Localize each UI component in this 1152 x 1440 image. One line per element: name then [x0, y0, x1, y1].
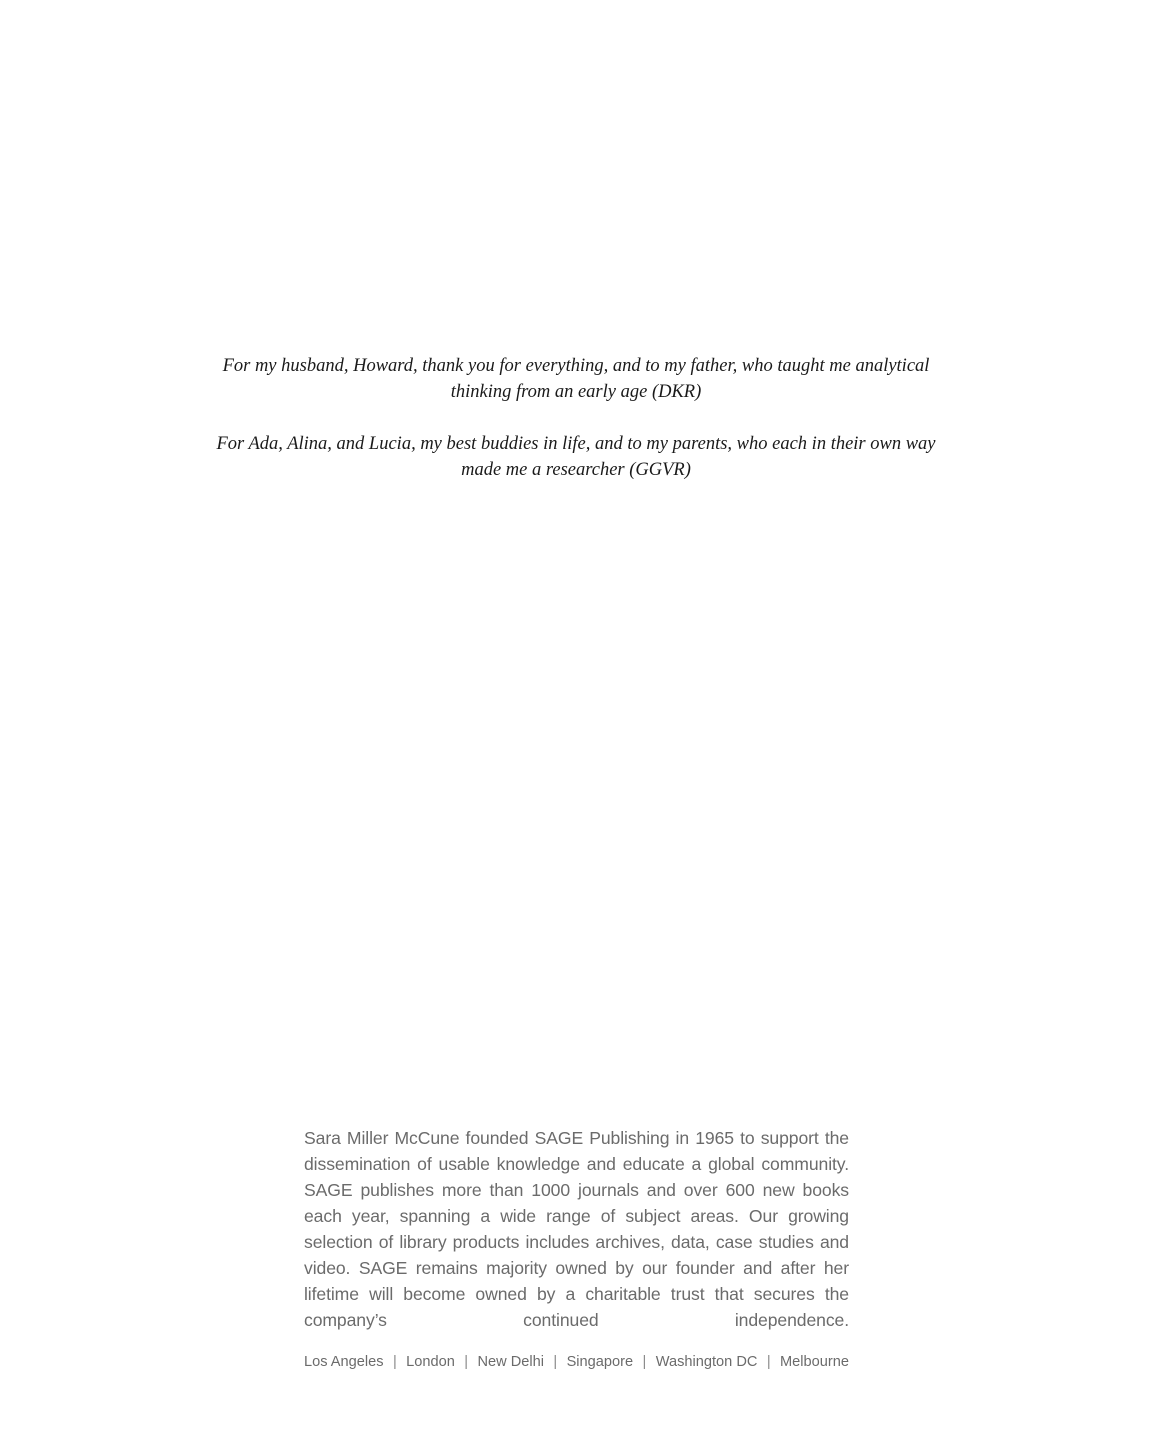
- publisher-cities: [304, 1353, 849, 1371]
- city-los-angeles: Los Angeles: [304, 1354, 384, 1370]
- city-singapore: Singapore: [566, 1354, 634, 1370]
- dedication-dkr: [200, 353, 952, 405]
- city-washington-dc: Washington DC: [655, 1354, 758, 1370]
- city-separator: |: [766, 1354, 771, 1370]
- city-separator: |: [392, 1354, 397, 1370]
- dedication-ggvr-line-2: made me a researcher (GGVR): [461, 460, 691, 480]
- dedication-dkr-line-1: For my husband, Howard, thank you for everything, and to my father, who taught me analytical: [222, 356, 930, 376]
- city-melbourne: Melbourne: [780, 1354, 849, 1370]
- dedication-ggvr: [200, 431, 952, 483]
- city-separator: |: [464, 1354, 469, 1370]
- publisher-info: [304, 1125, 849, 1371]
- city-new-delhi: New Delhi: [477, 1354, 544, 1370]
- city-separator: |: [553, 1354, 558, 1370]
- publisher-about-text: Sara Miller McCune founded SAGE Publishing in 1965 to support the dissemination of usable knowledge and educate a global community. SAGE publishes more than 1000 journals and over 600 new books each year, spanning a wide range of subject areas. Our growing selection of library products includes archives, data, case studies and video. SAGE remains majority owned by our founder and after her lifetime will become owned by a charitable trust that secures the company’s continued independence.: [304, 1128, 849, 1330]
- city-separator: |: [642, 1354, 647, 1370]
- city-london: London: [406, 1354, 455, 1370]
- dedication-ggvr-line-1: For Ada, Alina, and Lucia, my best buddies in life, and to my parents, who each in their own way: [216, 434, 936, 454]
- dedication-dkr-line-2: thinking from an early age (DKR): [450, 382, 702, 402]
